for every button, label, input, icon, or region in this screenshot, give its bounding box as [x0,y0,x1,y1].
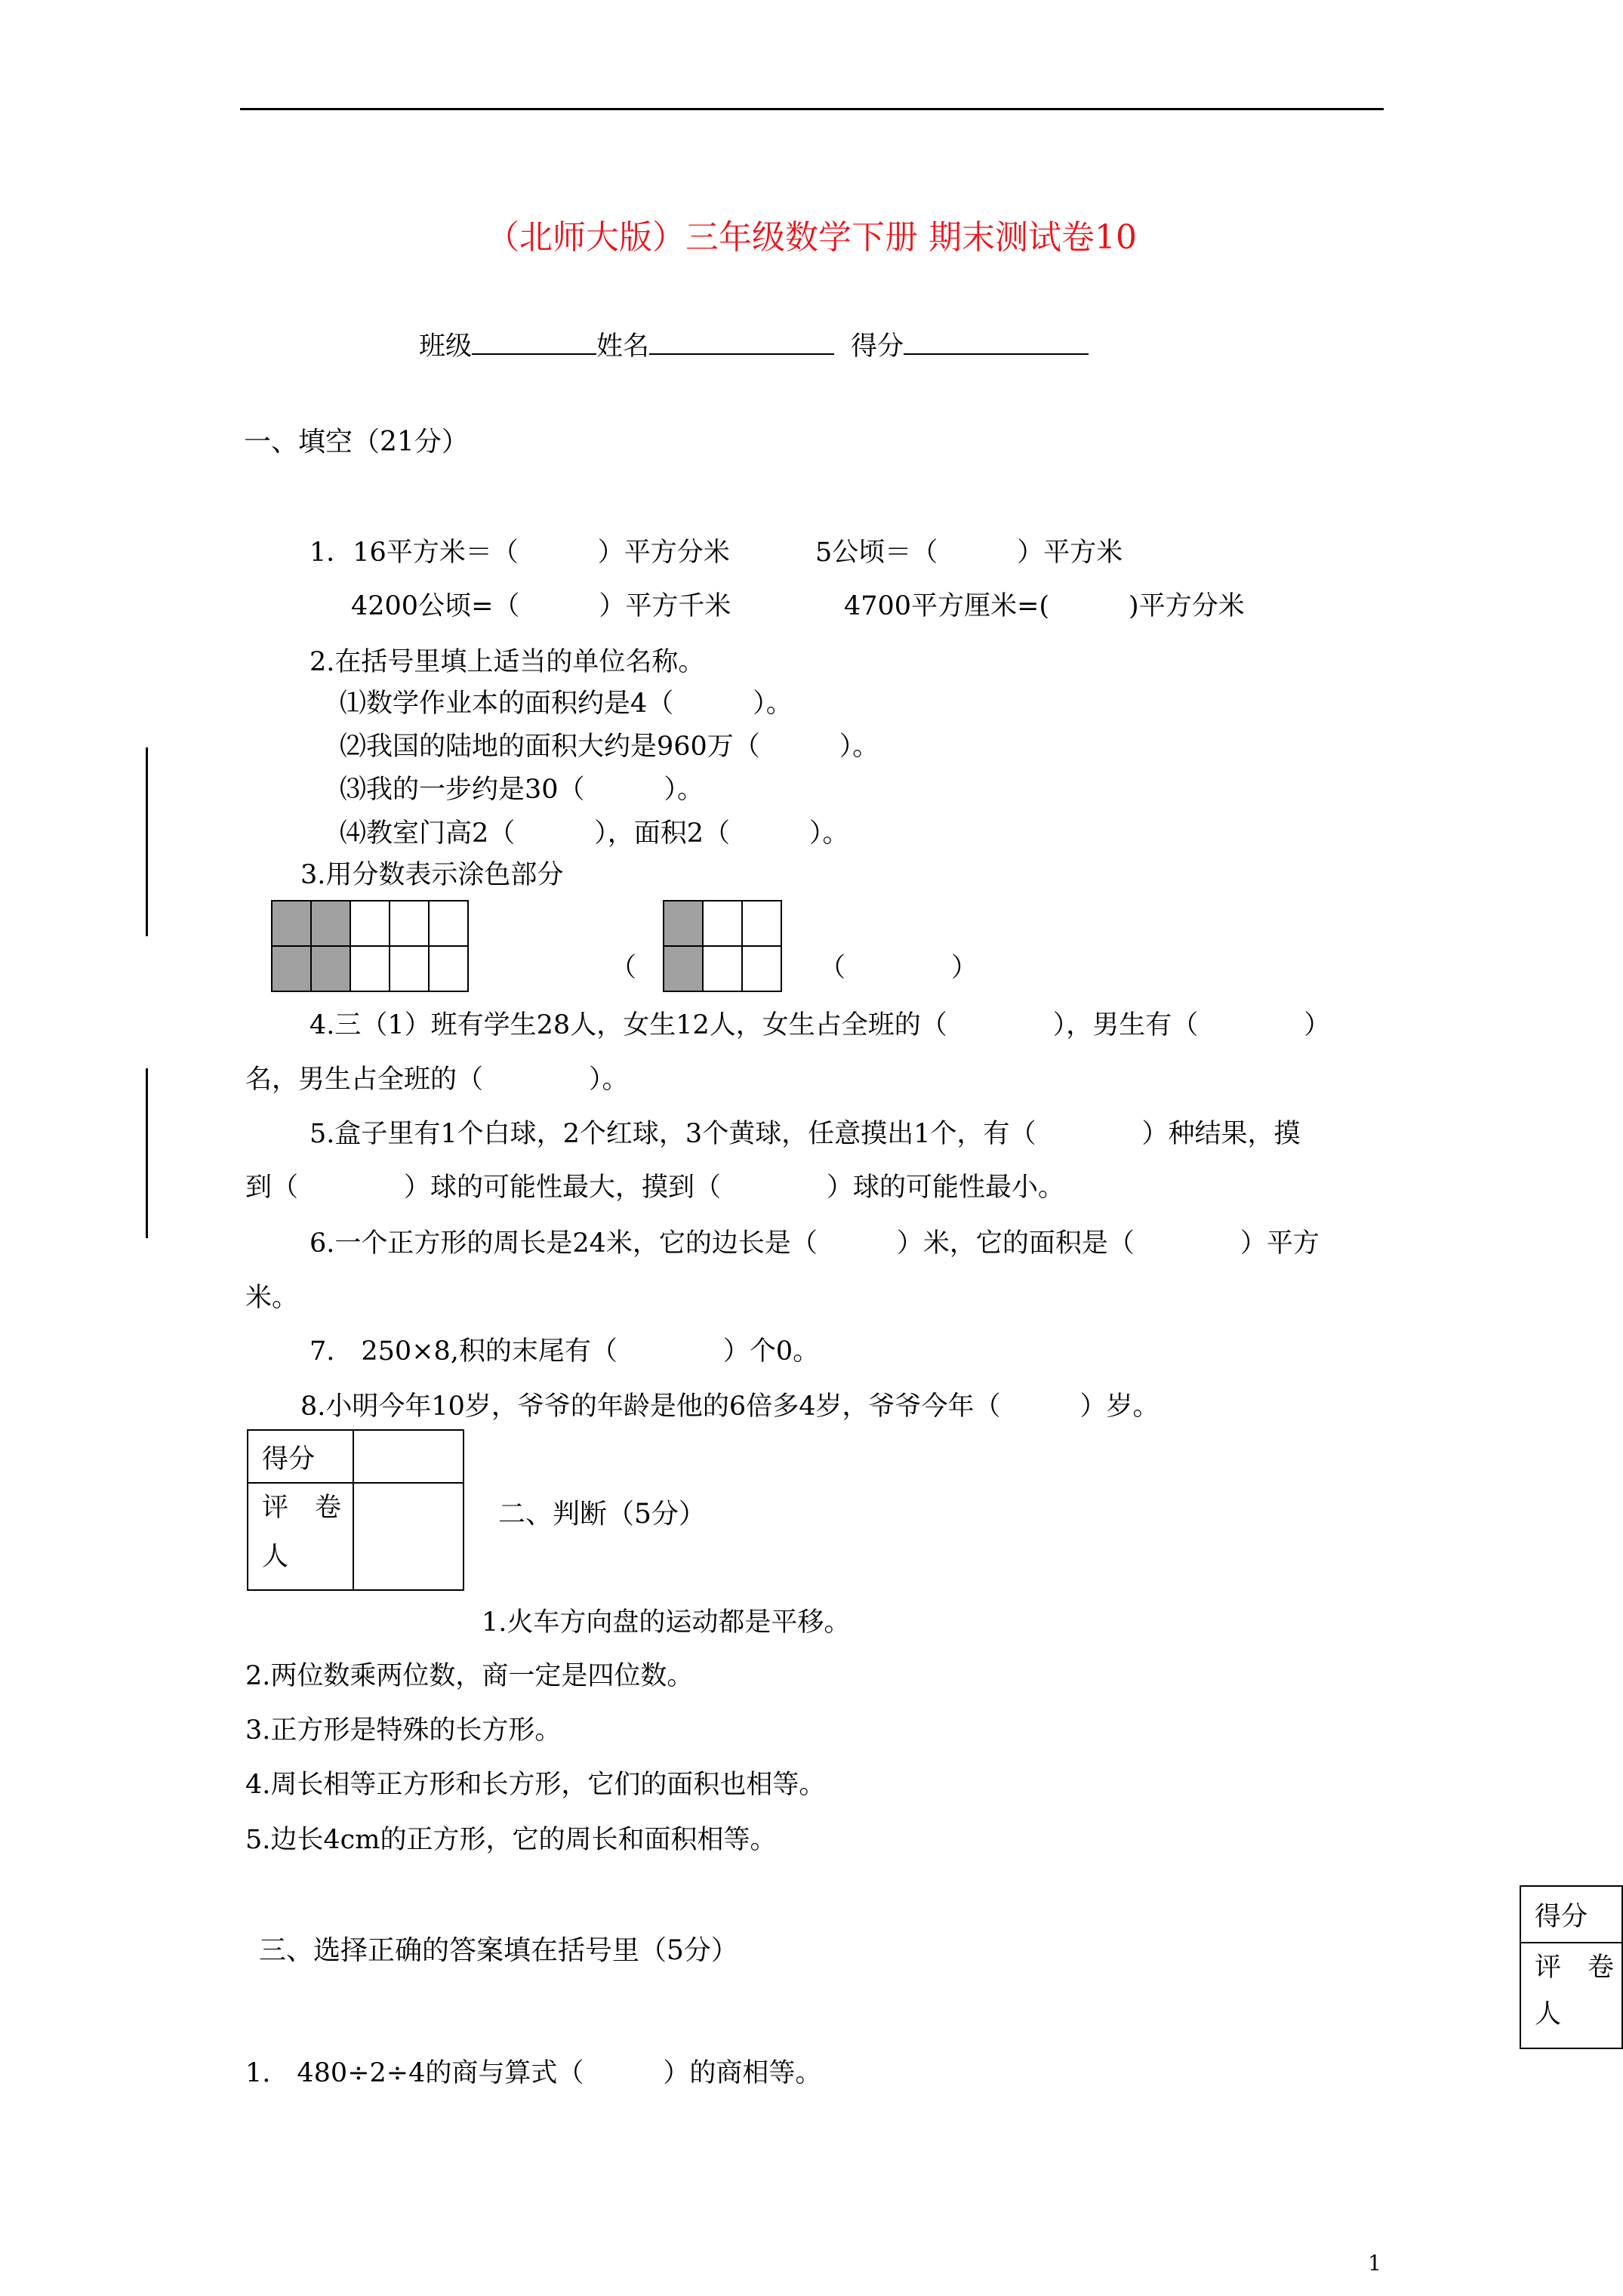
q2-item: ⑷教室门高2（ ），面积2（ ）。 [340,818,849,849]
margin-binding-line [146,747,148,936]
grader-cell[interactable] [353,1483,463,1590]
judge-item: 1.火车方向盘的运动都是平移。 [482,1607,851,1638]
q1-line2-b: 4700平方厘米=( )平方分米 [844,591,1245,621]
q3-answer-paren-b[interactable]: （ ） [819,953,978,983]
q3-intro: 3.用分数表示涂色部分 [300,860,564,890]
q6-line1: 6.一个正方形的周长是24米，它的边长是（ ）米，它的面积是（ ）平方 [310,1228,1320,1259]
page-number: 1 [1368,2251,1381,2276]
score-label: 得分 [851,331,904,362]
class-label: 班级 [419,331,473,362]
score-box-label: 得分 [1520,1886,1622,1943]
name-field[interactable] [649,331,834,355]
q4-line1: 4.三（1）班有学生28人，女生12人，女生占全班的（ ），男生有（ ） [310,1010,1331,1040]
score-box-cell[interactable] [353,1430,463,1483]
class-field[interactable] [472,331,596,355]
q1-line2-a: 4200公顷=（ ）平方千米 [351,591,731,621]
q1-line1-a: 1．16平方米＝（ ）平方分米 [310,538,730,568]
margin-binding-line [146,1068,148,1238]
score-box-label: 得分 [248,1430,353,1483]
q8: 8.小明今年10岁，爷爷的年龄是他的6倍多4岁，爷爷今年（ ）岁。 [300,1391,1160,1422]
q7: 7. 250×8,积的末尾有（ ）个0。 [310,1336,820,1367]
judge-item: 2.两位数乘两位数，商一定是四位数。 [245,1661,694,1691]
fraction-grid-a [271,900,469,992]
student-info-line [419,331,1089,362]
section3-heading: 三、选择正确的答案填在括号里（5分） [259,1935,738,1966]
q3-answer-paren-a[interactable]: （ [610,953,637,983]
q2-intro: 2.在括号里填上适当的单位名称。 [310,647,705,677]
q5-line2: 到（ ）球的可能性最大，摸到（ ）球的可能性最小。 [245,1173,1065,1203]
grader-label: 评 卷 人 [1520,1943,1622,2048]
score-field[interactable] [904,331,1089,355]
q1-line1-b: 5公顷＝（ ）平方米 [815,538,1123,568]
grader-label: 评 卷 人 [248,1483,353,1590]
score-box [247,1429,464,1591]
header-rule [240,108,1384,110]
q5-line1: 5.盒子里有1个白球，2个红球，3个黄球，任意摸出1个，有（ ）种结果，摸 [310,1119,1301,1149]
choice-q1: 1. 480÷2÷4的商与算式（ ）的商相等。 [245,2058,822,2088]
page-title: （北师大版）三年级数学下册 期末测试卷10 [486,218,1137,257]
q2-item: ⑵我国的陆地的面积大约是960万（ ）。 [340,732,879,762]
section2-heading: 二、判断（5分） [498,1499,706,1530]
judge-item: 5.边长4cm的正方形，它的周长和面积相等。 [245,1825,777,1855]
q6-line2: 米。 [245,1283,299,1313]
q2-item: ⑴数学作业本的面积约是4（ ）。 [340,689,793,719]
score-box [1520,1885,1623,2049]
q2-item: ⑶我的一步约是30（ ）。 [340,775,704,805]
fraction-grid-b [663,900,782,992]
judge-item: 4.周长相等正方形和长方形，它们的面积也相等。 [245,1770,826,1800]
section1-heading: 一、填空（21分） [244,427,469,458]
judge-item: 3.正方形是特殊的长方形。 [245,1715,562,1746]
name-label: 姓名 [596,331,650,362]
q4-line2: 名，男生占全班的（ ）。 [245,1065,629,1095]
